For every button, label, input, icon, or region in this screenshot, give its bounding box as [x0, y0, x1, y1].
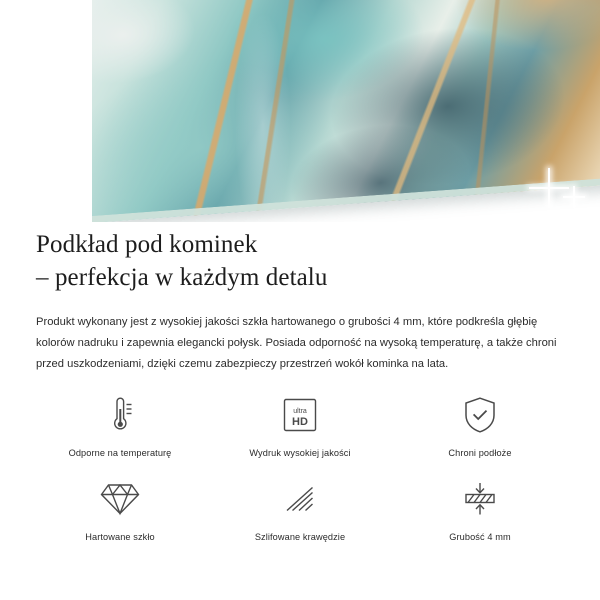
feature-label: Szlifowane krawędzie	[254, 532, 346, 542]
marble-pattern	[78, 0, 600, 222]
feature-item-tempered-glass	[30, 476, 210, 554]
feature-item-thickness	[390, 476, 570, 554]
feature-item-print-quality	[210, 392, 390, 470]
diamond-icon	[97, 476, 143, 522]
feature-label: Grubość 4 mm	[449, 532, 511, 542]
headline-line-2: – perfekcja w każdym detalu	[36, 264, 328, 291]
feature-item-polished-edges	[210, 476, 390, 554]
product-description: Produkt wykonany jest z wysokiej jakości szkła hartowanego o grubości 4 mm, które podkreśla głębię kolorów nadruku i zapewnia elegancki połysk. Posiada odporność na wysoką temperaturę, a także chroni przed uszkodzeniami, dzięki czemu zabezpieczy przestrzeń wokół kominka na lata.	[36, 316, 557, 370]
shield-check-icon	[457, 392, 503, 438]
polished-edge-icon	[277, 476, 323, 522]
feature-item-temperature	[30, 392, 210, 470]
svg-text:HD: HD	[292, 416, 308, 428]
hero-image	[0, 0, 600, 222]
thickness-icon	[457, 476, 503, 522]
glass-panel-graphic	[78, 0, 600, 222]
feature-grid	[30, 392, 570, 554]
ultra-hd-icon	[277, 392, 323, 438]
feature-label: Chroni podłoże	[448, 448, 512, 458]
feature-item-protects-surface	[390, 392, 570, 470]
product-text-block	[36, 228, 576, 375]
svg-text:ultra: ultra	[293, 408, 307, 415]
feature-label: Hartowane szkło	[85, 532, 155, 542]
headline-line-1: Podkład pod kominek	[36, 231, 258, 258]
sparkle-icon	[563, 186, 585, 208]
page-title	[36, 228, 576, 294]
feature-label: Wydruk wysokiej jakości	[249, 448, 351, 458]
thermometer-icon	[97, 392, 143, 438]
hero-left-fade	[0, 0, 92, 222]
feature-label: Odporne na temperaturę	[68, 448, 172, 458]
